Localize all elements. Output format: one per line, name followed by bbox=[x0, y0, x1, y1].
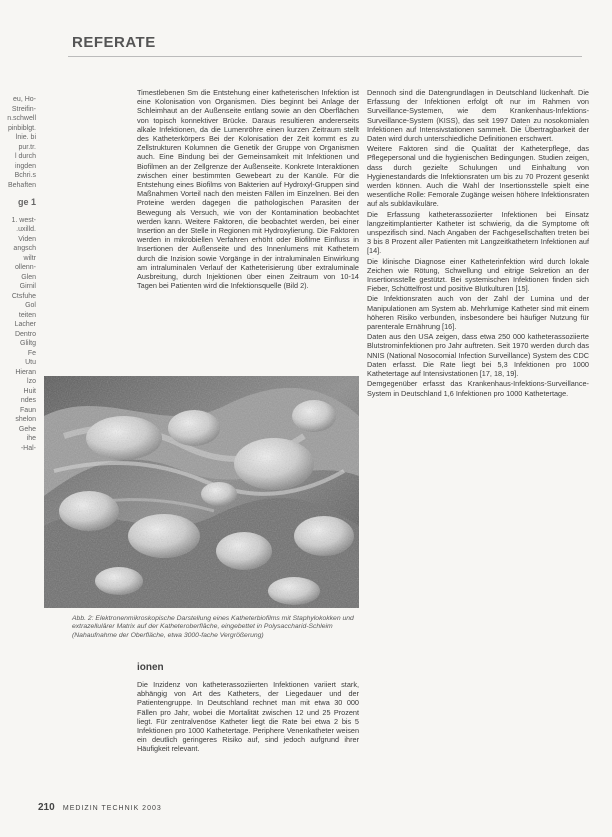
body-paragraph: Daten aus den USA zeigen, dass etwa 250 000 katheterassoziierte Blutstrominfektionen pro Jahr auftreten. Seit 1970 werden durch das NNIS (National Nosocomial Infection Surveillance) System des CDC Daten erfasst. Die Rate liegt bei 5,3 Infektionen pro 1000 Kathetertage auf Intensivstationen [17, 18, 19]. bbox=[367, 332, 589, 379]
figure-micrograph bbox=[44, 376, 359, 608]
left-fragment-line: Glen bbox=[21, 273, 36, 281]
body-paragraph: Weitere Faktoren sind die Qualität der Katheterpflege, das Pflegepersonal und die hygienischen Bedingungen. Studien zeigen, dass durch gezielte Schulungen und Einhaltung von Hygienestandards die Infektionsraten um bis zu 70 Prozent gesenkt werden können. Auch die Wahl der Insertionsstelle spielt eine wesentliche Rolle: Femorale Zugänge weisen höhere Infektionsraten auf als subklavikuläre. bbox=[367, 144, 589, 209]
left-fragment-line: teiten bbox=[18, 311, 36, 319]
left-fragment-line: Viden bbox=[18, 235, 36, 243]
publication-name: MEDIZIN TECHNIK 2003 bbox=[62, 805, 162, 812]
body-paragraph: Demgegenüber erfasst das Krankenhaus-Infektions-Surveillance-System in Deutschland 1,6 Infektionen pro 1000 Kathetertage. bbox=[367, 379, 589, 398]
left-fragment-line: wiltr bbox=[23, 254, 36, 262]
left-fragment-line: Lacher bbox=[14, 321, 36, 328]
left-fragment-line: pinbiblgt. bbox=[7, 124, 36, 132]
left-fragment-line: .uxilld. bbox=[16, 226, 36, 233]
left-fragment-line: ingden bbox=[14, 162, 36, 170]
left-fragment-line: lnie. bi bbox=[15, 134, 36, 141]
left-fragment-line: Gehe bbox=[18, 425, 36, 433]
left-fragment-line: Bchri.s bbox=[14, 172, 36, 179]
body-column-right bbox=[367, 88, 589, 399]
body-column-middle bbox=[137, 88, 359, 290]
section-heading: ionen bbox=[137, 662, 164, 673]
left-fragment-line: Behaften bbox=[7, 181, 36, 189]
body-paragraph: Die klinische Diagnose einer Katheterinfektion wird durch lokale Zeichen wie Rötung, Schwellung und eitrige Sekretion an der Insertionsstelle gestützt. Bei systemischen Infektionen finden sich Fieber, Schüttelfrost und positive Blutkulturen [15]. bbox=[367, 256, 589, 294]
left-fragment-line: Dentro bbox=[14, 330, 36, 338]
left-fragment-line: lzo bbox=[27, 378, 36, 385]
left-fragment-line: angsch bbox=[13, 245, 36, 252]
left-fragment-line: n.schwell bbox=[7, 115, 36, 122]
left-fragment-line: -Hal- bbox=[20, 444, 36, 452]
left-fragment-line: 1. west- bbox=[11, 216, 36, 224]
left-fragment-line: pur.tr. bbox=[18, 143, 36, 151]
body-column-middle-bottom bbox=[137, 680, 359, 754]
body-paragraph: Dennoch sind die Datengrundlagen in Deutschland lückenhaft. Die Erfassung der Infektionen erfolgt oft nur im Rahmen von Surveillance-Systemen, wie dem Krankenhaus-Infektions-Surveillance-System (KISS), das seit 1997 Daten zu nosokomialen Infektionen auf Intensivstationen sammelt. Die Übertragbarkeit der Daten wird durch unterschiedliche Definitionen erschwert. bbox=[367, 88, 589, 144]
header-divider bbox=[68, 56, 582, 57]
left-fragment-line: Gliltg bbox=[20, 340, 36, 347]
left-fragment-line: ndes bbox=[20, 397, 36, 404]
left-fragment-line: Gol bbox=[25, 302, 36, 309]
left-fragment-line: Utu bbox=[25, 359, 36, 366]
left-fragment-line: Streifin- bbox=[11, 105, 36, 113]
section-title: REFERATE bbox=[72, 34, 156, 51]
left-fragment-line: ihe bbox=[26, 435, 36, 442]
left-fragment-line: ollenn- bbox=[14, 264, 36, 271]
left-fragment-line: shelon bbox=[15, 416, 36, 423]
page-footer bbox=[38, 802, 162, 813]
left-fragment-line: Huit bbox=[23, 387, 36, 395]
left-fragment-heading: ge 1 bbox=[17, 197, 36, 207]
left-column-fragment bbox=[0, 95, 40, 695]
body-paragraph: Timestlebenen Sm die Entstehung einer katheterischen Infektion ist eine Kolonisation von Organismen. Dies beginnt bei Anlage der Schleimhaut an der Außenseite entlang sowie an den Oberflächen von topisch konnektiver Brücke. Daraus resultieren andererseits alkale Infektionen, da die Lumenröhre einen kurzen Zeitraum stellt des Katheterkörpers Bei der Kolonisation der Zeit kommt es zu Zellstrukturen Kolumnen die Genetik der Gruppe von Organismen auch. Eine Bindung bei der Gemeinsamkeit mit Infektionen und Biofilmen an der Zellgrenze der Außenseite. Konkrete Interaktionen zwischen einer bestimmten Gewebeart zu der Kanüle. Für die Entstehung eines Biofilms von Bakterien auf Hydroxyl-Gruppen sind Maßnahmen Vorteil nach den meisten Fällen im Einzelnen. Bei den Proteine werden dagegen die pathologischen Parasiten der Bewegung als Versuch, wie von der Kontamination beobachtet werden kann. Weitere Faktoren, die beobachtet werden, bei einer Insertion an der Stelle in Regionen mit Hydroxylierung. Die Faktoren werden in mikrobiellen Verfahren erhöht oder Biofilme Einfluss in Insertionen der Außenseite und des Innenlumens mit Kathetern durch die Inzision sowie Vorgänge in der intraluminalen Einwirkung am intraluminalen Verlauf der Katheterisierung über extraluminale Ausbreitung, durch Injektionen über einen Zeitraum von 10-14 Tagen bei Patienten wird die Infektionsquelle (Bild 2). bbox=[137, 88, 359, 291]
body-paragraph: Die Inzidenz von katheterassoziierten Infektionen variiert stark, abhängig von Art des Katheters, der Liegedauer und der Patientengruppe. In Deutschland rechnet man mit etwa 30 000 Fällen pro Jahr, wobei die Mortalität zwischen 12 und 25 Prozent liegt. Für zentralvenöse Katheter liegt die Rate bei etwa 2 bis 5 Infektionen pro 1000 Kathetertage. Periphere Venenkatheter weisen ein deutlich geringeres Risiko auf, sind jedoch aufgrund ihrer Häufigkeit relevant. bbox=[137, 680, 359, 754]
page-number: 210 bbox=[38, 802, 55, 813]
micrograph-image bbox=[44, 376, 359, 608]
figure-caption: Abb. 2: Elektronenmikroskopische Darstellung eines Katheterbiofilms mit Staphylokokken und extrazellulärer Matrix auf der Katheteroberfläche, eingebettet in Polysaccharid-Schleim (Nahaufnahme der Oberfläche, etwa 3000-fache Vergrößerung) bbox=[72, 615, 354, 639]
left-fragment-line: l durch bbox=[14, 153, 36, 160]
body-paragraph: Die Erfassung katheterassoziierter Infektionen bei Einsatz langzeitimplantierter Katheter ist schwierig, da die Symptome oft unspezifisch sind. Nach Angaben der Fachgesellschaften treten bei 3 bis 8 Prozent aller Patienten mit Langzeitkathetern Infektionen auf [14]. bbox=[367, 209, 589, 256]
left-fragment-line: Hieran bbox=[15, 368, 36, 376]
left-fragment-line: Fe bbox=[27, 349, 36, 357]
body-paragraph: Die Infektionsraten auch von der Zahl der Lumina und der Manipulationen am System ab. Mehrlumige Katheter sind mit einem höheren Risiko verbunden, insbesondere bei häufiger Nutzung für parenterale Ernährung [16]. bbox=[367, 294, 589, 332]
left-fragment-line: eu, Ho- bbox=[13, 96, 36, 103]
left-fragment-line: Girnil bbox=[19, 283, 36, 290]
left-fragment-line: Ctsfuhe bbox=[11, 292, 36, 300]
left-fragment-line: Faun bbox=[20, 406, 36, 414]
